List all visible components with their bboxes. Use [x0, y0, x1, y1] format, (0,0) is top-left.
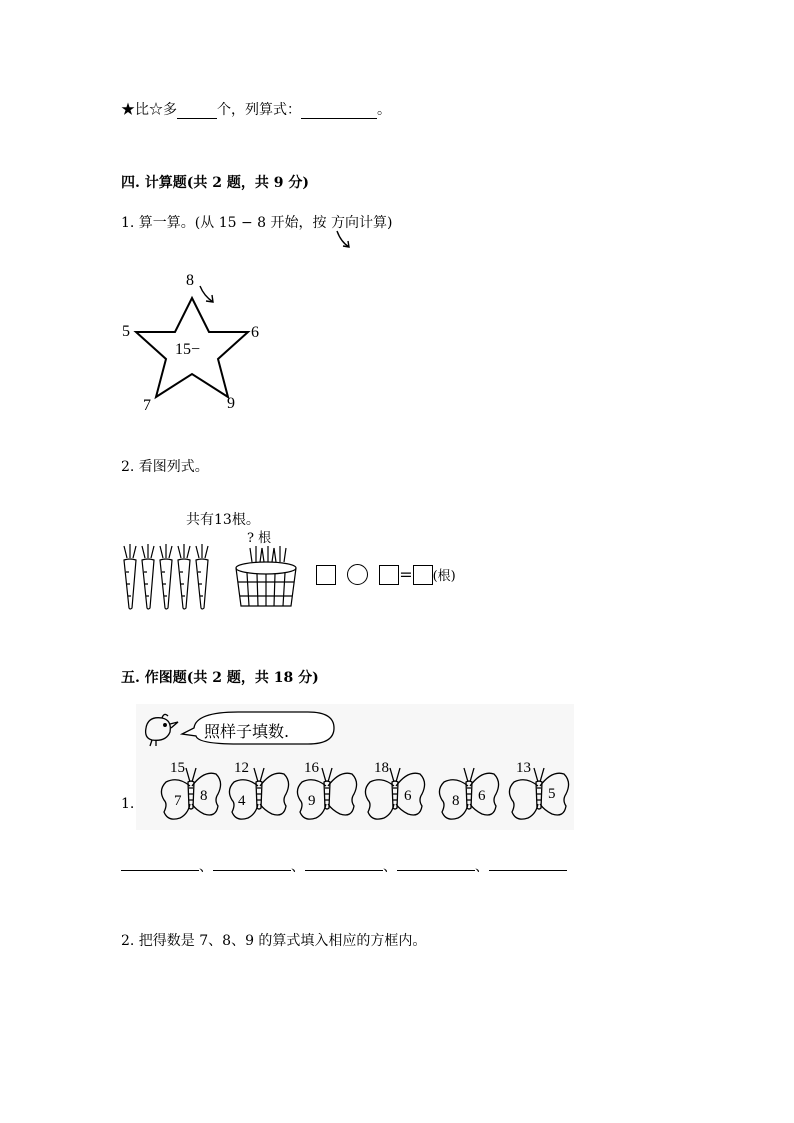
answer-line-2[interactable] [213, 856, 291, 871]
equation-box-result[interactable] [413, 565, 433, 585]
answer-line-1[interactable] [121, 856, 199, 871]
answer-blank-count[interactable] [177, 104, 217, 119]
star-left-number: 5 [122, 323, 130, 340]
question-5-1-label: 1. [121, 796, 135, 812]
butterfly-5-left: 8 [452, 793, 460, 809]
answer-blank-equation[interactable] [301, 104, 377, 119]
comparison-question [121, 99, 391, 119]
comparison-suffix: 。 [377, 102, 391, 118]
basket-icon [232, 542, 302, 612]
butterfly-icon [158, 760, 222, 826]
butterfly-1-right: 8 [200, 788, 208, 804]
butterfly-2-top: 12 [234, 760, 249, 776]
butterfly-icon [436, 760, 500, 826]
section-4-heading: 四. 计算题(共 2 题，共 9 分) [121, 175, 309, 191]
basket-caption: ? 根 [247, 531, 272, 546]
equation-unit: (根) [432, 569, 456, 584]
separator: 、 [383, 859, 397, 875]
operator-circle[interactable] [347, 564, 368, 585]
section-5-heading: 五. 作图题(共 2 题，共 18 分) [121, 670, 319, 686]
equation-row [316, 564, 456, 585]
carrots-illustration [120, 542, 220, 612]
butterfly-6-right: 5 [548, 786, 556, 802]
star-top-number: 8 [186, 272, 194, 289]
carrot-icon [178, 544, 190, 609]
equation-box-1[interactable] [316, 565, 336, 585]
star-arrow-icon [200, 286, 213, 302]
butterfly-3-left: 9 [308, 793, 316, 809]
butterfly-1-top: 15 [170, 760, 185, 776]
direction-arrow-icon [333, 228, 355, 252]
answer-line-4[interactable] [397, 856, 475, 871]
star-right-number: 6 [251, 324, 259, 341]
separator: 、 [291, 859, 305, 875]
equation-box-2[interactable] [379, 565, 399, 585]
question-5-2: 2. 把得数是 7、8、9 的算式填入相应的方框内。 [121, 933, 427, 949]
butterfly-4-right: 6 [404, 788, 412, 804]
equals-sign: = [399, 565, 413, 584]
butterfly-icon [362, 760, 426, 826]
butterfly-2-left: 4 [238, 793, 246, 809]
butterfly-1-left: 7 [174, 793, 182, 809]
star-bottom-left-number: 7 [143, 397, 151, 414]
question-4-2: 2. 看图列式。 [121, 459, 209, 475]
carrot-icon [160, 544, 172, 609]
butterfly-4-top: 18 [374, 760, 389, 776]
star-bottom-right-number: 9 [227, 395, 235, 412]
answer-line-3[interactable] [305, 856, 383, 871]
butterfly-6-top: 13 [516, 760, 531, 776]
comparison-middle: 个，列算式： [217, 102, 301, 118]
question-4-1: 1. 算一算。(从 15 − 8 开始，按 方向计算) [121, 215, 393, 231]
bubble-text: 照样子填数. [204, 722, 290, 741]
separator: 、 [199, 859, 213, 875]
answer-line-5[interactable] [489, 856, 567, 871]
separator: 、 [475, 859, 489, 875]
answer-lines-row [121, 856, 567, 876]
carrot-icon [196, 544, 208, 609]
star-center-label: 15− [175, 341, 201, 358]
carrot-total-caption: 共有13根。 [186, 512, 260, 528]
carrot-icon [124, 544, 136, 609]
butterfly-3-top: 16 [304, 760, 319, 776]
comparison-prefix: ★比☆多 [121, 102, 177, 118]
carrot-icon [142, 544, 154, 609]
butterfly-5-right: 6 [478, 788, 486, 804]
